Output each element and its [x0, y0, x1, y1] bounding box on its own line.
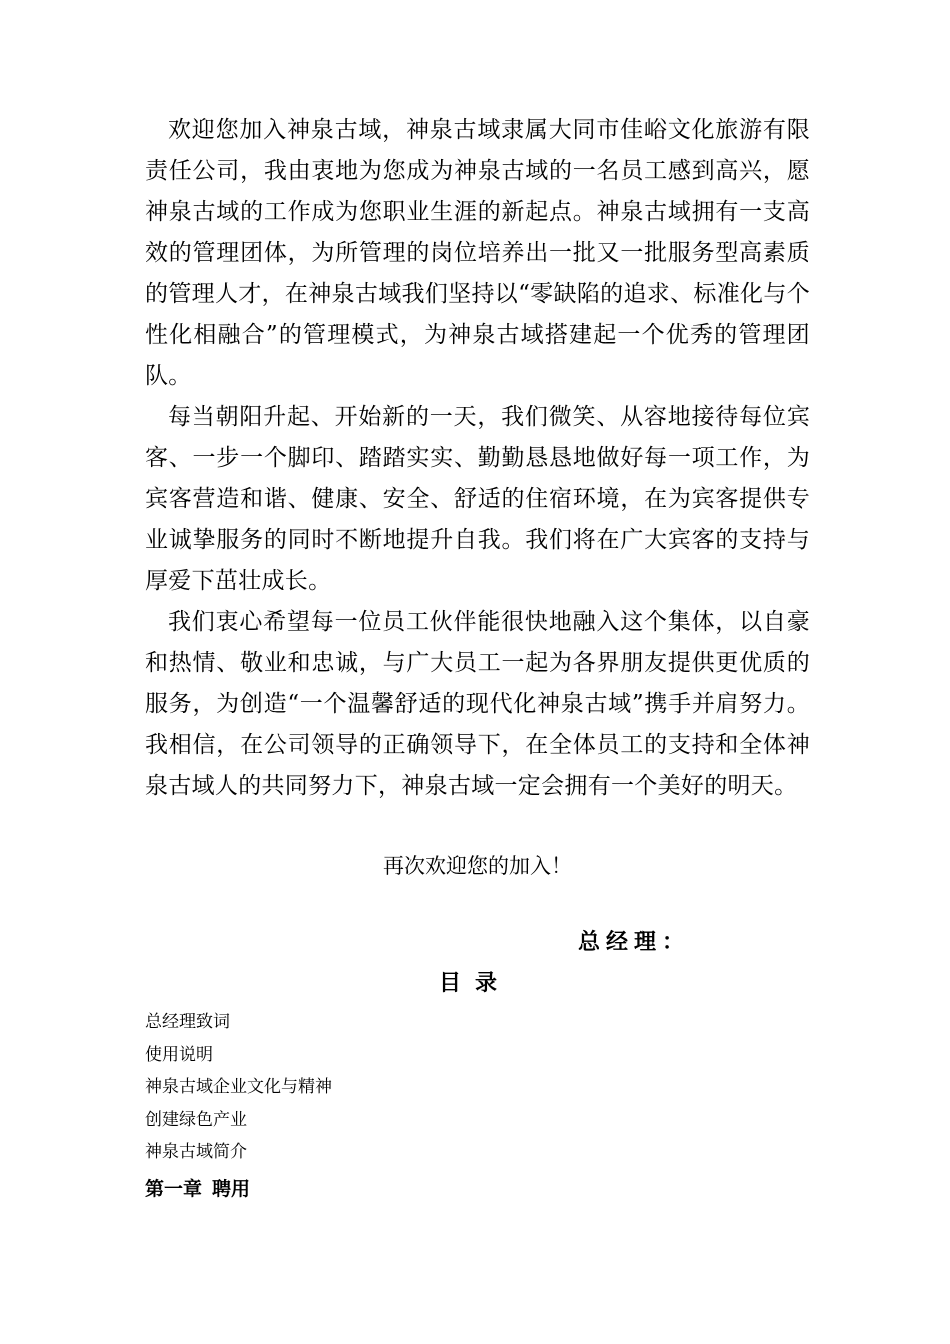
- welcome-letter: [145, 110, 810, 807]
- toc-item-company-intro[interactable]: 神泉古域简介: [145, 1142, 247, 1162]
- toc-title: 目录: [438, 970, 511, 996]
- chapter-heading[interactable]: [145, 1172, 250, 1206]
- closing-line: 再次欢迎您的加入！: [383, 854, 572, 878]
- letter-paragraph-3: 我们衷心希望每一位员工伙伴能很快地融入这个集体，以自豪和热情、敬业和忠诚，与广大员工一起为各界朋友提供更优质的服务，为创造“一个温馨舒适的现代化神泉古域”携手并肩努力。我相信，在公司领导的正确领导下，在全体员工的支持和全体神泉古域人的共同努力下，神泉古域一定会拥有一个美好的明天。: [145, 609, 810, 799]
- toc-item-green-industry[interactable]: 创建绿色产业: [145, 1109, 247, 1130]
- toc-item-general-manager-speech[interactable]: 总经理致词: [145, 1012, 230, 1032]
- letter-paragraph-2: 每当朝阳升起、开始新的一天，我们微笑、从容地接待每位宾客、一步一个脚印、踏踏实实、勤勤恳恳地做好每一项工作，为宾客营造和谐、健康、安全、舒适的住宿环境，在为宾客提供专业诚挚服务的同时不断地提升自我。我们将在广大宾客的支持与厚爱下茁壮成长。: [145, 404, 810, 594]
- letter-paragraph-1: 欢迎您加入神泉古域，神泉古域隶属大同市佳峪文化旅游有限责任公司，我由衷地为您成为神泉古域的一名员工感到高兴，愿神泉古域的工作成为您职业生涯的新起点。神泉古域拥有一支高效的管理团体，为所管理的岗位培养出一批又一批服务型高素质的管理人才，在神泉古域我们坚持以“零缺陷的追求、标准化与个性化相融合”的管理模式，为神泉古域搭建起一个优秀的管理团队。: [145, 117, 810, 389]
- table-of-contents: [145, 1006, 332, 1169]
- chapter-title: 聘用: [212, 1178, 251, 1200]
- toc-item-usage-instructions[interactable]: 使用说明: [145, 1044, 213, 1065]
- toc-item-corporate-culture[interactable]: 神泉古域企业文化与精神: [145, 1077, 332, 1097]
- signature-label: 总经理：: [578, 929, 691, 955]
- chapter-number: 第一章: [145, 1178, 203, 1200]
